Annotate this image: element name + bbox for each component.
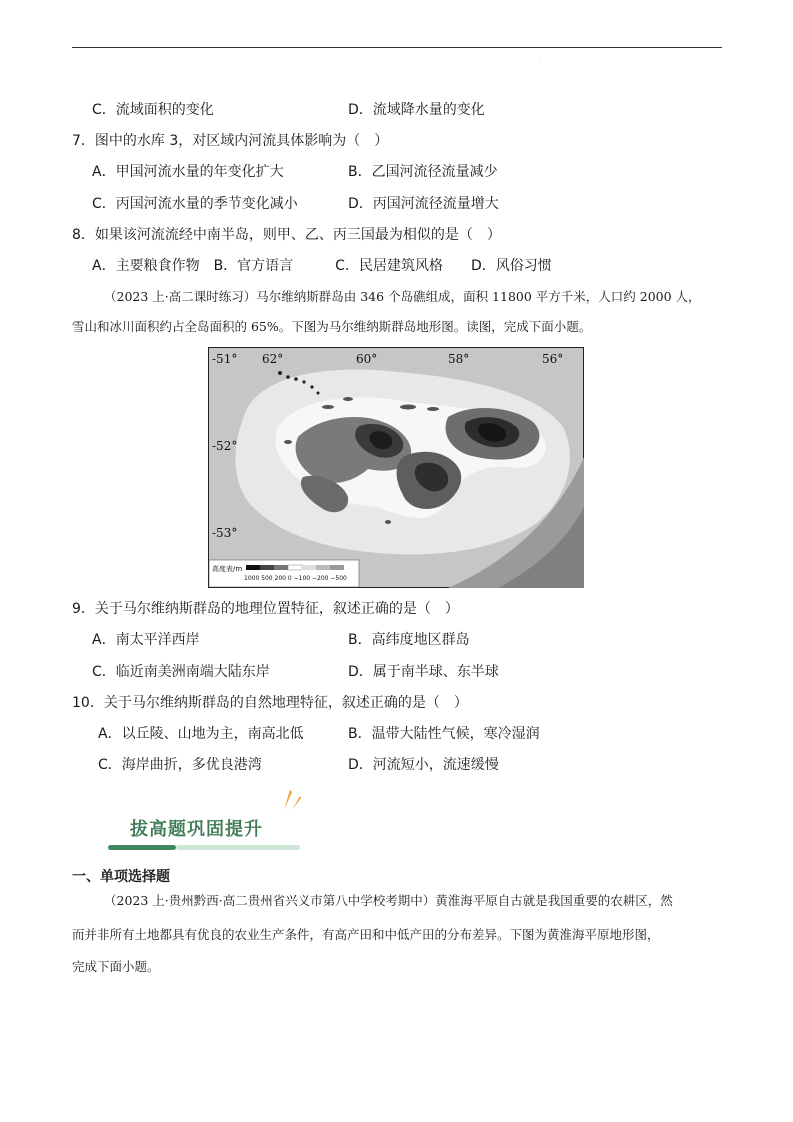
header-rule: [72, 47, 722, 48]
lat-label-51: -51°: [212, 352, 238, 366]
q6-option-d: D．流域降水量的变化: [348, 102, 485, 118]
q9-option-a: A．南太平洋西岸: [92, 632, 200, 648]
banner-underline-light: [176, 845, 300, 850]
intro2-line-2: 而并非所有土地都具有优良的农业生产条件，有高产田和中低产田的分布差异。下图为黄淮海平原地形图，: [72, 927, 660, 942]
q10-option-d: D．河流短小，流速缓慢: [348, 757, 499, 773]
q7-option-d: D．丙国河流径流量增大: [348, 196, 499, 212]
question-10: 10．关于马尔维纳斯群岛的自然地理特征，叙述正确的是（ ）: [72, 695, 468, 711]
intro-paragraph-line-1: （2023 上·高二课时练习）马尔维纳斯群岛由 346 个岛礁组成，面积 11800 平方千米，人口约 2000 人，: [104, 289, 701, 304]
lon-label-60: 60°: [356, 352, 378, 366]
lon-label-56: 56°: [542, 352, 564, 366]
q7-option-c: C．丙国河流水量的季节变化减小: [92, 196, 298, 212]
q7-option-a: A．甲国河流水量的年变化扩大: [92, 164, 284, 180]
q8-options: A．主要粮食作物 B．官方语言 C．民居建筑风格 D．风俗习惯: [92, 258, 552, 274]
q9-option-c: C．临近南美洲南端大陆东岸: [92, 664, 270, 680]
lon-label-62: 62°: [262, 352, 284, 366]
question-8: 8．如果该河流流经中南半岛，则甲、乙、丙三国最为相似的是（ ）: [72, 227, 501, 243]
question-9: 9．关于马尔维纳斯群岛的地理位置特征，叙述正确的是（ ）: [72, 601, 459, 617]
section-banner-title: 拔高题巩固提升: [130, 819, 263, 840]
q7-option-b: B．乙国河流径流量减少: [348, 164, 498, 180]
intro-paragraph-line-2: 雪山和冰川面积约占全岛面积的 65%。下图为马尔维纳斯群岛地形图。读图，完成下面小题。: [72, 319, 592, 334]
legend-scale: 1000 500 200 0 −100 −200 −500: [244, 575, 347, 582]
lon-label-58: 58°: [448, 352, 470, 366]
q10-option-a: A．以丘陵、山地为主，南高北低: [98, 726, 304, 742]
header-dot: ·: [540, 58, 542, 65]
q6-option-c: C．流域面积的变化: [92, 102, 214, 118]
lat-label-53: -53°: [212, 526, 238, 540]
falkland-terrain-map: [208, 347, 584, 588]
elevation-legend: [209, 560, 359, 587]
q9-option-b: B．高纬度地区群岛: [348, 632, 470, 648]
intro2-line-1: （2023 上·贵州黔西·高二贵州省兴义市第八中学校考期中）黄淮海平原自古就是我国重要的农耕区，然: [104, 893, 673, 908]
question-7: 7．图中的水库 3，对区域内河流具体影响为（ ）: [72, 133, 389, 149]
intro2-line-3: 完成下面小题。: [72, 959, 160, 974]
lat-label-52: -52°: [212, 439, 238, 453]
legend-title: 高度表/m: [212, 565, 243, 573]
section-title: 一、单项选择题: [72, 869, 170, 885]
q10-option-c: C．海岸曲折，多优良港湾: [98, 757, 262, 773]
banner-underline-dark: [108, 845, 176, 850]
q10-option-b: B．温带大陆性气候，寒冷湿润: [348, 726, 540, 742]
q9-option-d: D．属于南半球、东半球: [348, 664, 499, 680]
sparkle-icon: [280, 788, 302, 812]
